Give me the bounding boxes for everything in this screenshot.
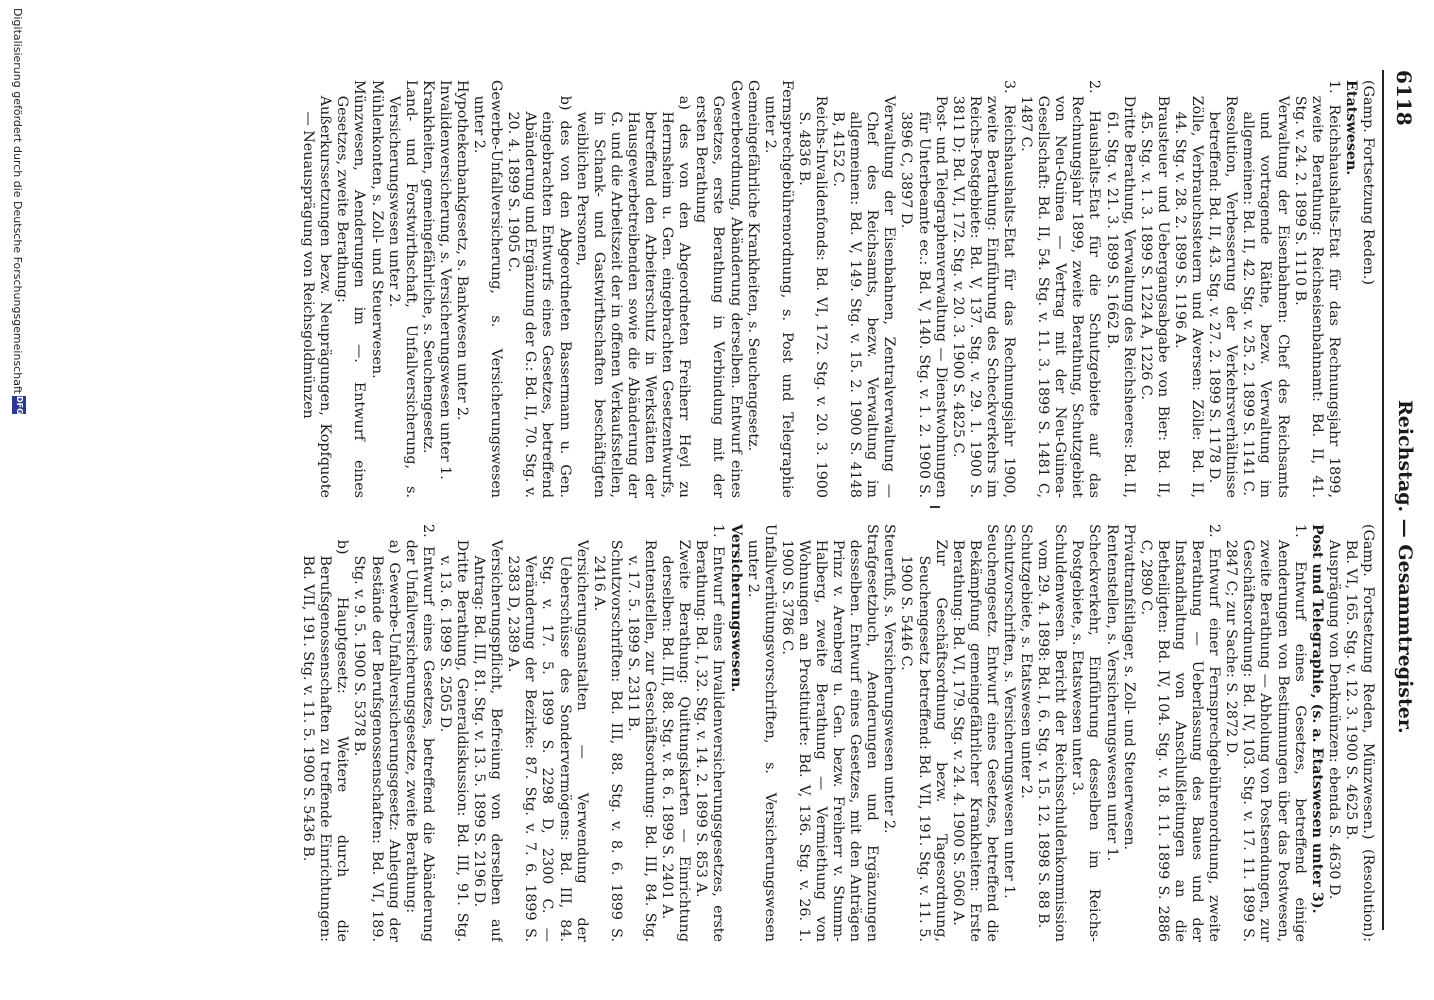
index-entry: Schutzgebiete, s. Etatswesen unter 2. [1018, 524, 1035, 799]
index-entry: Gewerbeordnung, Abänderung derselben. Entwurf eines Gesetzes, erste Berathung in Verbindung mit der ersten Berathung [693, 80, 744, 498]
index-entry: Dritte Berathung, Generaldiskussion: Bd. III, 91. Stg. v. 13. 6. 1899 S. 2505 D. [436, 539, 471, 942]
index-entry: Hypothekenbankgesetz, s. Bankwesen unter 2. [454, 80, 471, 421]
index-entry: Seuchengesetz. Entwurf eines Gesetzes, betreffend die Bekämpfung gemeingefährlicher Krankheiten: Erste Berathung: Bd. VI, 179. Stg. v. 24. 4. 1900 S. 5060 A. [949, 524, 1000, 942]
index-entry: Ausprägung von Denkmünzen: ebenda S. 4630 D. [1325, 539, 1342, 900]
index-entry: Zölle, Verbrauchssteuern und Aversen: Zölle: Bd. II, 44. Stg. v. 28. 2. 1899 S. 1196 A. [1171, 95, 1206, 498]
index-entry: Münzwesen, Aenderungen im —. Entwurf eines Gesetzes, zweite Berathung: [334, 80, 368, 498]
index-entry: Strafgesetzbuch, Aenderungen und Ergänzungen desselben. Entwurf eines Gesetzes, mit den Anträgen Prinz v. Arenberg u. Gen. bezw. Freiherr v. Stumm-Halberg, zweite Berathung — Vermiethung von Wohnungen an Prostituirte: Bd. V, 136. Stg. v. 26. 1. 1900 S. 3786 C. [778, 524, 881, 942]
index-entry: Mühlenkonten, s. Zoll- und Steuerwesen. [368, 80, 385, 379]
index-entry: Unfallverhütungsvorschriften, s. Versicherungswesen unter 2. [744, 524, 778, 942]
index-entry: b) Hauptgesetz: Weitere durch die Berufsgenossenschaften zu treffende Einrichtungen: Bd. VII, 191. Stg. v. 11. 5. 1900 S. 5436 B. [300, 539, 351, 942]
index-entry: 3. Reichshaushalts-Etat für das Rechnungsjahr 1900, zweite Berathung: Einführung des Scheckverkehrs im Reichs-Postgebiete: Bd. V, 137. Stg. v. 29. 1. 1900 S. 3811 D; Bd. VI, 172. Stg. v. 20. 3. 1900 S. 4825 C. [949, 80, 1018, 498]
index-entry: Zur Geschäftsordnung bezw. Tagesordnung, Seuchengesetz betreffend: Bd. VII, 191. Stg. v. 11. 5. 1900 S. 5446 C. [898, 539, 949, 942]
index-entry: a) Gewerbe-Unfallversicherungsgesetz: Anlegung der Bestände der Berufsgenossenschaften: Bd. VI, 189. Stg. v. 9. 5. 1900 S. 5378 B. [351, 539, 402, 942]
section-heading: Post und Telegraphie, (s. a. Etatswesen unter 3). [1308, 524, 1325, 914]
index-entry: Invalidenversicherung, s. Versicherungswesen unter 1. [436, 80, 453, 480]
index-entry: Versicherungspflicht, Befreiung von derselben auf Antrag: Bd. III, 81. Stg. v. 13. 5. 1899 S. 2196 D. [471, 539, 505, 942]
index-entry: Fernsprechgebührenordnung, s. Post und Telegraphie unter 2. [761, 80, 795, 498]
section-heading: Etatswesen. [1342, 80, 1359, 176]
index-entry: Steuerfuß, s. Versicherungswesen unter 2. [881, 524, 898, 834]
index-entry: 1. Entwurf eines Gesetzes, betreffend einige Aenderungen von Bestimmungen über das Postwesen, zweite Berathung — Abholung von Postsendungen, zur Geschäftsordnung: Bd. IV, 103. Stg. v. 17. 11. 1899 S. 2847 C; zur Sache: S. 2872 D. [1223, 524, 1308, 942]
index-entry: Brausteuer und Uebergangsabgabe von Bier: Bd. II, 45. Stg. v. 1. 3. 1899 S. 1224 A, 1226 C. [1137, 95, 1171, 498]
index-entry: 2. Entwurf einer Fernsprechgebührenordnung, zweite Berathung — Ueberlassung des Baues und der Instandhaltung von Anschlußleitungen an die Betheiligten: Bd. IV, 104. Stg. v. 18. 11. 1899 S. 2886 C, 2890 C. [1137, 524, 1223, 942]
section-heading: Versicherungswesen. [727, 524, 744, 693]
index-entry: Verwaltung der Eisenbahnen: Chef des Reichsamts und vortragende Räthe, bezw. Verwaltung im allgemeinen: Bd. II, 42. Stg. v. 25. 2. 1899 S. 1141 C. [1240, 95, 1291, 498]
index-entry: Reichs-Invalidenfonds: Bd. VI, 172. Stg. v. 20. 3. 1900 S. 4836 B. [795, 95, 829, 498]
index-entry: 1. Entwurf eines Invalidenversicherungsgesetzes, erste Berathung: Bd. I, 32. Stg. v. 14. 2. 1899 S. 853 A. [693, 524, 727, 942]
page-header [1386, 70, 1416, 930]
index-entry: Resolution, Verbesserung der Verkehrsverhältnisse betreffend: Bd. II, 43. Stg. v. 27. 2. 1899 S. 1178 D. [1206, 95, 1240, 498]
index-entry: 2. Haushalts-Etat für die Schutzgebiete auf das Rechnungsjahr 1899, zweite Berathung, Schutzgebiet von Neu-Guinea — Vertrag mit der Neu-Guinea-Gesellschaft: Bd. II, 54. Stg. v. 11. 3. 1899 S. 1481 C, 1487 C. [1018, 80, 1103, 498]
index-entry: Versicherungsanstalten — Verwendung der Ueberschüsse des Sondervermögens: Bd. III, 84. Stg. v. 17. 5. 1899 S. 2298 D, 2300 C. — Veränderung der Bezirke: 87. Stg. v. 7. 6. 1899 S. 2383 D, 2389 A. [505, 539, 590, 942]
running-title: Reichstag. — Gesammtregister. [1394, 400, 1416, 734]
index-entry: (Gamp. Fortsetzung Reden.) [1360, 80, 1376, 286]
index-entry: Schutzvorschriften: Bd. III, 88. Stg. v. 8. 6. 1899 S. 2416 A. [590, 539, 624, 942]
index-entry: Verwaltung der Eisenbahnen, Zentralverwaltung — Chef des Reichsamts, bezw. Verwaltung im allgemeinen: Bd. V, 149. Stg. v. 15. 2. 1900 S. 4148 B, 4152 C. [830, 95, 898, 498]
index-entry: Außerkurssetzungen bezw. Neuprägungen, Kopfquote — Neuausprägung von Reichsgoldmünzen [300, 95, 334, 498]
dfg-logo: DFG [12, 396, 26, 414]
right-column [76, 524, 1376, 942]
index-entry: Scheckverkehr, Einführung desselben im Reichs-Postgebiete, s. Etatswesen unter 3. [1069, 524, 1103, 942]
index-entry: Gemeingefährliche Krankheiten, s. Seuchengesetz. [744, 80, 761, 452]
index-entry: Rentenstellen, s. Versicherungswesen unter 1. [1103, 524, 1120, 862]
index-entry: Post- und Telegraphenverwaltung — Dienstwohnungen für Unterbeamte ec.: Bd. V, 140. Stg. v. 1. 2. 1900 S. 3896 C, 3897 D. [898, 95, 949, 498]
index-entry: Gewerbe-Unfallversicherung, s. Versicherungswesen unter 2. [471, 80, 505, 498]
index-entry: Schutzvorschriften, s. Versicherungswesen unter 1. [1001, 524, 1018, 899]
index-entry: Zweite Berathung: Quittungskarten — Einrichtung derselben: Bd. III, 88. Stg. v. 8. 6. 1899 S. 2401 A. [659, 539, 693, 942]
header-rule [1382, 70, 1384, 930]
page-footer [2, 0, 32, 1000]
index-entry: Schuldenwesen. Bericht der Reichsschuldenkommission vom 29. 4. 1898: Bd. I, 6. Stg. v. 15. 12. 1898 S. 88 B. [1035, 524, 1069, 942]
index-entry: Dritte Berathung, Verwaltung des Reichsheeres: Bd. II, 61. Stg. v. 21. 3. 1899 S. 1662 B. [1103, 95, 1137, 498]
index-entry: b) des von den Abgeordneten Bassermann u. Gen. eingebrachten Entwurfs eines Gesetzes, betreffend Abänderung und Ergänzung der G.: Bd. II, 70. Stg. v. 20. 4. 1899 S. 1905 C. [505, 95, 573, 498]
index-entry: a) des von den Abgeordneten Freiherr Heyl zu Herrnsheim u. Gen. eingebrachten Gesetzentwurfs, betreffend den Arbeiterschutz in Werkstätten der Hausgewerbetreibenden sowie die Abänderung der G. und die Arbeitszeit der in offenen Verkaufsstellen, in Schank- und Gastwirthschaften beschäftigten weiblichen Personen, [573, 95, 693, 498]
left-column [76, 80, 1376, 498]
divider-mark [930, 506, 940, 508]
index-entry: (Gamp. Fortsetzung Reden, Münzwesen.) (Resolution): Bd. VI, 165. Stg. v. 12. 3. 1900 S. 4625 B. [1342, 524, 1376, 942]
index-entry: Privattranfsitlager, s. Zoll- und Steuerwesen. [1120, 524, 1137, 851]
index-entry: Krankheiten, gemeingefährliche, s. Seuchengesetz. [419, 80, 436, 454]
index-entry: 2. Entwurf eines Gesetzes, betreffend die Abänderung der Unfallversicherungsgesetze, zweite Berathung: [402, 524, 436, 942]
index-entry: Rentenstellen, zur Geschäftsordnung: Bd. III, 84. Stg. v. 17. 5. 1899 S. 2311 B. [624, 539, 659, 942]
page-number: 6118 [1392, 70, 1416, 126]
digitization-note: Digitalisierung gefördert durch die Deutsche Forschungsgemeinschaft [11, 8, 24, 394]
index-entry: Land- und Forstwirthschaft, Unfallversicherung, s. Versicherungswesen unter 2. [385, 80, 419, 498]
index-entry: 1. Reichshaushalts-Etat für das Rechnungsjahr 1899, zweite Berathung: Reichseisenbahnamt: Bd. II, 41. Stg. v. 24. 2. 1899 S. 1110 B. [1291, 80, 1342, 498]
